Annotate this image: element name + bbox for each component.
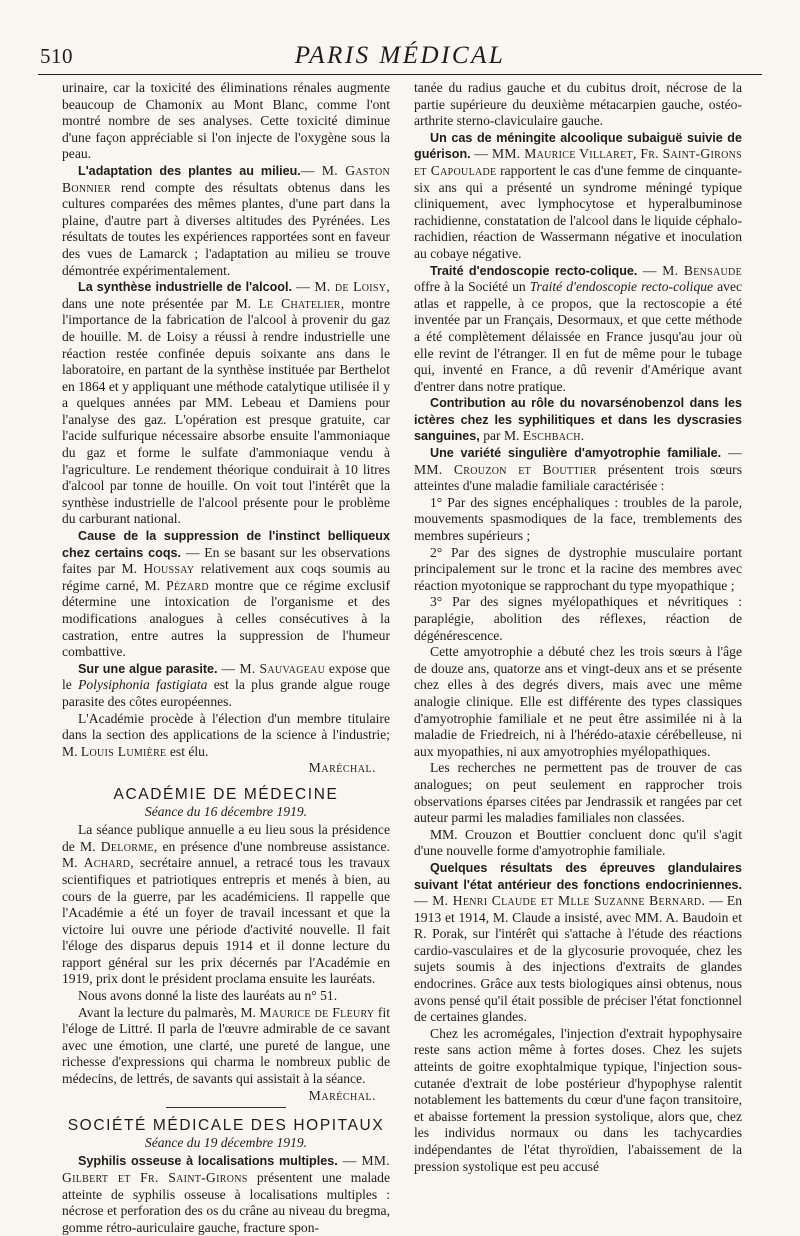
paragraph	[62, 163, 390, 279]
article-heading: La synthèse industrielle de l'alcool.	[78, 280, 292, 295]
paragraph	[62, 822, 390, 988]
paragraph-text: relativement aux coqs soumis au régime carné, M.	[62, 561, 390, 593]
page-header	[38, 42, 762, 78]
paragraph: urinaire, car la toxicité des éliminations rénales augmente beaucoup de Chamonix au Mont Blanc, comme l'ont montré nombre de ses analyses. Cette toxicité diminue d'une façon appréciable si l'on injecte de l'oxygène sous la peau.	[62, 80, 390, 162]
person-name: Le Chatelier	[258, 295, 341, 311]
paragraph	[414, 395, 742, 445]
paragraph	[414, 445, 742, 495]
author-name: Eschbach	[522, 428, 581, 444]
article-heading: Cause de la suppression de l'instinct belliqueux chez certains coqs.	[62, 529, 390, 560]
signature: Maréchal.	[308, 760, 376, 776]
header-rule	[38, 74, 762, 75]
paragraph: Les recherches ne permettent pas de trouver de cas analogues; on peut seulement en rapprocher trois observations éparses citées par Jendrassik et rangées par cet auteur parmi les maladies familiales non classées.	[414, 760, 742, 826]
paragraph-text: montre que ce régime exclusif détermine une intoxication de l'organisme et des modifications analogues à celles consécutives à la castration, entre autres la suppression de l'humeur combattive.	[62, 577, 390, 660]
section-title: SOCIÉTÉ MÉDICALE DES HOPITAUX	[67, 1117, 385, 1135]
paragraph: Chez les acromégales, l'injection d'extrait hypophysaire reste sans action même à fortes doses. Chez les sujets atteints de goitre exophtalmique typique, l'injection sous-cutanée d'extrait de lobe postérieur d'hypophyse ralentit notablement les battements du cœur d'une façon transitoire, et abaisse fortement la pression systolique, alors que, chez les individus normaux ou dans les tachycardies indépendantes de l'état thyroïdien, l'abaissement de la pression systolique est peu accusé	[414, 1025, 742, 1174]
paragraph-text: rapportent le cas d'une femme de cinquante-six ans qui a présenté un syndrome méningé typique cliniquement, avec lymphocytose et hyperalbuminose rachidienne, constatation de l'alcool dans le liquide céphalo-rachidien, réaction de Wassermann négative et inoculation au cobaye négative.	[414, 162, 742, 261]
article-heading: Traité d'endoscopie recto-colique.	[430, 263, 638, 278]
paragraph	[62, 279, 390, 528]
paragraph-text: — En 1913 et 1914, M. Claude a insisté, avec MM. A. Baudoin et R. Porak, sur l'intérêt qui s'attache à l'étude des réactions cardio-vasculaires et de la glycosurie provoquée, chez les sujets soumis à des injections d'extraits de glandes endocrines. Grâce aux tests biologiques ainsi obtenus, nous avons pensé qu'il était possible de préciser l'état fonctionnel de certaines glandes.	[414, 893, 742, 1025]
session-date: Séance du 19 décembre 1919.	[144, 1134, 308, 1150]
paragraph-text: rend compte des résultats obtenus dans les cultures comparées des mêmes plantes, d'une part dans la plaine, d'autre part à diverses altitudes des Pyrénées. Les résultats de toutes les expériences rapportées sont en faveur des vues de Lamarck ; l'adaptation au milieu se trouve démontrée expérimentalement.	[62, 179, 390, 278]
paragraph: MM. Crouzon et Bouttier concluent donc qu'il s'agit d'une nouvelle forme d'amyotrophie familiale.	[414, 826, 742, 859]
paragraph-text: Avant la lecture du palmarès, M.	[78, 1004, 260, 1020]
article-heading: Contribution au rôle du novarsénobenzol dans les ictères chez les syphilitiques et dans les dyscrasies sanguines,	[414, 396, 742, 444]
right-column	[414, 80, 743, 1174]
section-separator	[166, 1107, 286, 1108]
article-heading: Syphilis osseuse à localisations multiples.	[78, 1154, 338, 1169]
list-item: 3° Par des signes myélopathiques et névritiques : paraplégie, abolition des réflexes, réaction de dégénérescence.	[414, 594, 742, 643]
paragraph-text: , en présence d'une nombreuse assistance. M.	[62, 838, 390, 871]
paragraph-text: présentent une malade atteinte de syphilis osseuse à localisations multiples : nécrose et perforation des os du crâne au niveau du bregma, gomme rétro-auriculaire gauche, fracture spon-	[62, 1170, 390, 1235]
author-name: — MM. Gilbert et Fr. Saint-Girons	[62, 1153, 391, 1185]
author-name: — M. Sauvageau	[217, 660, 326, 676]
book-title: Traité d'endoscopie recto-colique	[529, 279, 714, 295]
paragraph: Nous avons donné la liste des lauréats au n° 51.	[78, 988, 338, 1004]
author-name: — MM. Maurice Villaret, Fr. Saint-Girons et Capoulade	[414, 146, 742, 178]
author-name: — M. Henri Claude et Mlle Suzanne Bernard.	[414, 893, 706, 909]
paragraph	[414, 263, 742, 396]
person-name: Maurice de Fleury	[259, 1004, 375, 1020]
page-number: 510	[40, 44, 73, 68]
person-name: Houssay	[143, 561, 195, 577]
paragraph-text: L'Académie procède à l'élection d'un membre titulaire dans la section des applications de la science à l'industrie; M.	[62, 710, 390, 759]
article-heading: Sur une algue parasite.	[78, 661, 218, 676]
section-title: ACADÉMIE DE MÉDECINE	[113, 785, 339, 803]
paragraph	[62, 528, 390, 661]
article-heading: Quelques résultats des épreuves glandulaires suivant l'état antérieur des fonctions endocriniennes.	[414, 860, 742, 892]
paragraph	[414, 860, 742, 1026]
paragraph-text: avec atlas et rappelle, à ce propos, que la rectoscopie a été inventée par un Français, Desormaux, et que cette méthode a été complètement délaissée en France jusqu'au jour où elle revint de l'étranger. Il en fut de même pour le tubage qui, inventé en France, a dû revenir d'Amérique avant d'entrer dans notre pratique.	[414, 279, 743, 394]
list-item: 1° Par des signes encéphaliques : troubles de la parole, mouvements spasmodiques de la face, tremblements des membres supérieurs ;	[414, 494, 742, 544]
signature: Maréchal.	[308, 1087, 376, 1103]
paragraph	[62, 711, 390, 761]
person-name: Achard	[83, 855, 131, 871]
left-column	[62, 80, 391, 1235]
paragraph-text: offre à la Société un	[414, 279, 530, 295]
paragraph-text: expose que le	[62, 660, 390, 693]
session-date: Séance du 16 décembre 1919.	[144, 803, 308, 819]
author-name: — MM. Crouzon et Bouttier	[414, 445, 743, 477]
paragraph-text: dans une note présentée par M.	[62, 295, 259, 311]
paragraph-text: La séance publique annuelle a eu lieu sous la présidence de M.	[62, 822, 390, 854]
paragraph-text: .	[580, 428, 585, 444]
paragraph: tanée du radius gauche et du cubitus droit, nécrose de la partie supérieure du deuxième métacarpien gauche, ostéo-arthrite sterno-claviculaire gauche.	[414, 80, 742, 129]
article-heading: Un cas de méningite alcoolique subaiguë suivie de guérison.	[414, 130, 742, 162]
paragraph-text: — En se basant sur les observations faites par M.	[62, 544, 390, 577]
article-heading: Une variété singulière d'amyotrophie familiale.	[430, 446, 722, 461]
paragraph-text: , montre l'importance de la fabrication de l'alcool à provenir du gaz de houille. M. de Loisy a réussi à rendre industrielle une réaction restée confinée depuis soixante ans dans le laboratoire, en partant de la synthèse instituée par Berthelot en 1864 et y appliquant une méthode catalytique utilisée il y a quelques années par MM. Lebeau et Damiens pour l'analyse des gaz. L'opération est presque gratuite, car l'acide sulfurique nécessaire absorbe ensuite l'ammoniaque du gaz et forme le sulfate d'ammoniaque vendu à l'agriculture. Le rendement théorique conduirait à 10 litres d'alcool par tonne de houille. On voit tout l'intérêt que la synthèse industrielle de l'alcool présente pour le problème du carburant national.	[62, 295, 390, 527]
person-name: Pézard	[166, 577, 209, 593]
paragraph	[414, 130, 742, 263]
person-name: Louis Lumière	[80, 743, 167, 759]
paragraph-text: , secrétaire annuel, a retracé tous les travaux scientifiques et patriotiques entrepris et menés à bien, au cours de la guerre, par les académiciens. Il rappelle que l'Académie a été un foyer de travail incessant et que la victoire lui ouvre une période d'activité nouvelle. Il fait l'éloge des disparus depuis 1914 et il donne lecture du rapport général sur les prix décernés par l'Académie en 1919, prix dont le président proclama ensuite les lauréats.	[62, 855, 390, 987]
paragraph-text: est élu.	[166, 743, 209, 759]
paragraph-text: est la plus grande algue rouge parasite des côtes européennes.	[62, 677, 390, 709]
author-name: — M. Gaston Bonnier	[62, 162, 390, 195]
paragraph	[62, 1153, 390, 1236]
list-item: 2° Par des signes de dystrophie musculaire portant principalement sur le tronc et la racine des membres avec réaction myotonique se rapprochant du type myopathique ;	[414, 544, 742, 593]
paragraph: Cette amyotrophie a débuté chez les trois sœurs à l'âge de douze ans, quatorze ans et vingt-deux ans et se présente chez elles à des degrés divers, mais avec une même analogie clinique. Elle est différente des types classiques d'amyotrophie familiale et ne peut être assimilée ni à la maladie de Friedreich, ni à l'hérédo-ataxie cérébelleuse, ni aux myopathies, ni aux amyotrophies myélopathiques.	[414, 644, 742, 759]
species-name: Polysiphonia fastigiata	[78, 677, 208, 693]
author-name: — M. de Loisy,	[292, 279, 390, 295]
paragraph-text: par M.	[479, 428, 523, 444]
author-name: — M. Bensaude	[637, 262, 742, 278]
journal-title: PARIS MÉDICAL	[294, 42, 506, 69]
paragraph-text: fit l'éloge de Littré. Il parla de l'œuvre admirable de ce savant avec une émotion, une clarté, une pureté de langue, une richesse d'expressions qui charma le nombreux public de médecins, de lettrés, de savants qui assistait à la séance.	[62, 1004, 390, 1087]
paragraph	[62, 661, 390, 711]
paragraph-text: présentent trois sœurs atteintes d'une maladie familiale caractérisée :	[414, 461, 742, 494]
person-name: Delorme	[100, 838, 154, 854]
article-heading: L'adaptation des plantes au milieu.	[78, 163, 301, 178]
paragraph	[62, 1005, 390, 1088]
